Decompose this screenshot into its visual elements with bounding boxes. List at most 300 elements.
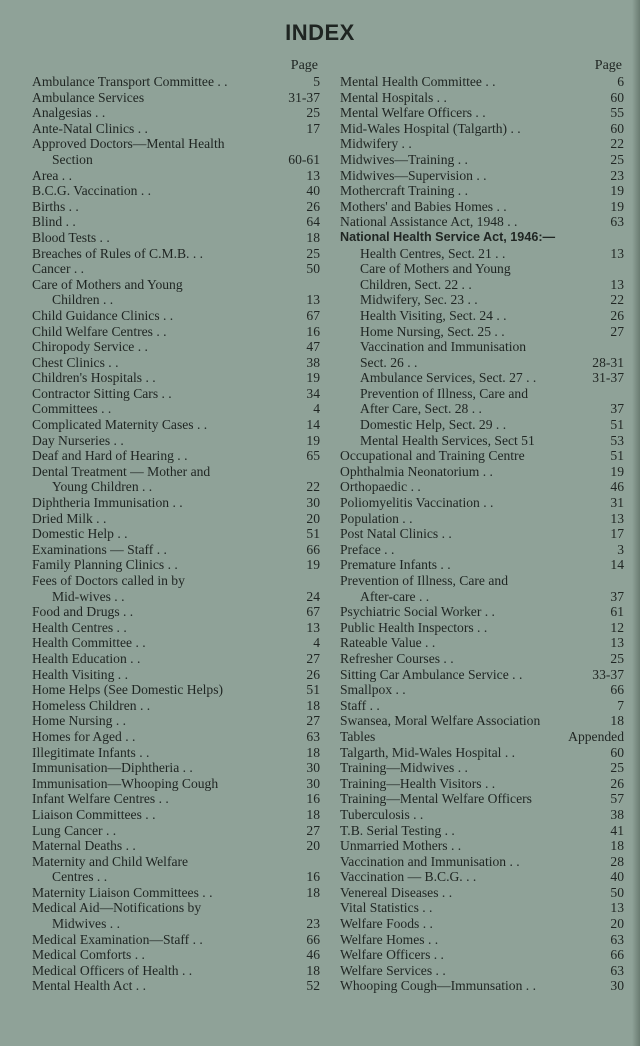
index-entry-text: Welfare Homes . . bbox=[340, 931, 439, 947]
index-entry-page: 61 bbox=[610, 604, 624, 620]
index-entry-text: B.C.G. Vaccination . . bbox=[32, 183, 152, 199]
index-entry-text: Midwives—Training . . bbox=[340, 151, 468, 167]
index-entry-page: 40 bbox=[610, 869, 624, 885]
index-entry bbox=[32, 932, 322, 948]
index-entry bbox=[340, 620, 630, 636]
index-entry-page: 37 bbox=[610, 588, 624, 604]
index-entry bbox=[340, 355, 630, 371]
index-entry-text: Care of Mothers and Young bbox=[360, 261, 511, 277]
index-entry-page: 23 bbox=[306, 916, 320, 932]
index-entry bbox=[340, 978, 630, 994]
index-entry-page: 67 bbox=[306, 604, 320, 620]
index-entry-text: Mothercraft Training . . bbox=[340, 183, 468, 199]
index-entry-page: 18 bbox=[306, 962, 320, 978]
index-entry-text: Chest Clinics . . bbox=[32, 354, 119, 370]
index-entry-text: Dried Milk . . bbox=[32, 510, 107, 526]
index-entry-page: 20 bbox=[610, 916, 624, 932]
index-entry-text: After-care . . bbox=[360, 588, 430, 604]
index-entry-page: 13 bbox=[610, 635, 624, 651]
index-entry-page: 66 bbox=[610, 682, 624, 698]
index-entry-text: Approved Doctors—Mental Health bbox=[32, 136, 225, 152]
index-entry-text: Post Natal Clinics . . bbox=[340, 526, 452, 542]
index-entry bbox=[340, 604, 630, 620]
index-entry-page: 55 bbox=[610, 105, 624, 121]
index-entry-text: Day Nurseries . . bbox=[32, 432, 124, 448]
index-entry-page: 22 bbox=[610, 292, 624, 308]
index-entry-page: 23 bbox=[610, 167, 624, 183]
index-entry-page: 27 bbox=[610, 323, 624, 339]
index-entry-text: Refresher Courses . . bbox=[340, 650, 454, 666]
index-entry-page: 28 bbox=[610, 853, 624, 869]
index-entry-page: 46 bbox=[306, 947, 320, 963]
index-entry-text: Mid-Wales Hospital (Talgarth) . . bbox=[340, 120, 521, 136]
index-entry bbox=[32, 246, 322, 262]
index-entry bbox=[32, 183, 322, 199]
index-entry-page: Appended bbox=[568, 728, 624, 744]
index-entry-page: 66 bbox=[306, 541, 320, 557]
index-entry-text: National Health Service Act, 1946:— bbox=[340, 229, 556, 244]
index-entry-page: 25 bbox=[610, 650, 624, 666]
index-entry bbox=[340, 230, 630, 246]
index-entry bbox=[32, 947, 322, 963]
index-entry bbox=[32, 355, 322, 371]
index-entry-page: 22 bbox=[306, 479, 320, 495]
index-entry-text: Occupational and Training Centre bbox=[340, 448, 525, 464]
index-entry-page: 18 bbox=[306, 229, 320, 245]
index-entry-page: 30 bbox=[306, 775, 320, 791]
index-entry-page: 47 bbox=[306, 339, 320, 355]
index-entry bbox=[32, 277, 322, 293]
index-entry-page: 30 bbox=[306, 495, 320, 511]
index-entry bbox=[340, 401, 630, 417]
index-entry-text: Mothers' and Babies Homes . . bbox=[340, 198, 507, 214]
index-entry-page: 25 bbox=[610, 151, 624, 167]
index-entry-text: Premature Infants . . bbox=[340, 557, 451, 573]
index-entry-page: 3 bbox=[617, 541, 624, 557]
index-entry-text: Mental Health Act . . bbox=[32, 978, 147, 994]
index-entry-text: T.B. Serial Testing . . bbox=[340, 822, 455, 838]
index-entry-page: 27 bbox=[306, 822, 320, 838]
index-entry bbox=[340, 729, 630, 745]
index-entry bbox=[340, 635, 630, 651]
index-entry-text: Dental Treatment — Mother and bbox=[32, 463, 211, 479]
index-entry bbox=[32, 713, 322, 729]
index-entry bbox=[340, 386, 630, 402]
index-entry-page: 14 bbox=[306, 417, 320, 433]
index-entry-text: Contractor Sitting Cars . . bbox=[32, 385, 172, 401]
index-entry bbox=[340, 168, 630, 184]
index-entry bbox=[32, 978, 322, 994]
index-entry-page: 63 bbox=[610, 962, 624, 978]
index-entry bbox=[340, 433, 630, 449]
index-entry bbox=[32, 620, 322, 636]
index-entry bbox=[340, 900, 630, 916]
index-entry-text: Sect. 26 . . bbox=[360, 354, 418, 370]
index-entry bbox=[32, 105, 322, 121]
index-entry bbox=[340, 121, 630, 137]
index-entry-page: 51 bbox=[306, 526, 320, 542]
index-entry-page: 57 bbox=[610, 791, 624, 807]
index-entry bbox=[32, 823, 322, 839]
index-entry-page: 31 bbox=[610, 495, 624, 511]
index-entry-text: Staff . . bbox=[340, 697, 380, 713]
index-entry-page: 26 bbox=[610, 775, 624, 791]
index-entry bbox=[340, 667, 630, 683]
index-entry-page: 18 bbox=[306, 806, 320, 822]
index-entry-page: 27 bbox=[306, 650, 320, 666]
index-entry-text: Ante-Natal Clinics . . bbox=[32, 120, 148, 136]
index-entry-page: 13 bbox=[610, 245, 624, 261]
index-entry-text: Chiropody Service . . bbox=[32, 339, 148, 355]
index-entry-text: Maternity and Child Welfare bbox=[32, 853, 189, 869]
index-entry-page: 16 bbox=[306, 323, 320, 339]
index-entry-text: Mental Welfare Officers . . bbox=[340, 105, 486, 121]
index-entry-text: Venereal Diseases . . bbox=[340, 884, 453, 900]
page-edge-shadow bbox=[632, 0, 640, 1046]
index-entry bbox=[32, 682, 322, 698]
index-entry-text: Blood Tests . . bbox=[32, 229, 110, 245]
index-entry-text: Health Centres . . bbox=[32, 619, 127, 635]
index-entry bbox=[340, 682, 630, 698]
index-entry-text: Mental Health Services, Sect 51 bbox=[360, 432, 535, 448]
index-entry bbox=[32, 698, 322, 714]
index-entry-page: 22 bbox=[610, 136, 624, 152]
index-entry bbox=[32, 417, 322, 433]
index-entry-text: Section bbox=[52, 151, 93, 167]
index-entry-text: Analgesias . . bbox=[32, 105, 106, 121]
index-entry-text: Maternal Deaths . . bbox=[32, 838, 136, 854]
index-entry-text: Rateable Value . . bbox=[340, 635, 436, 651]
index-entry-text: Child Guidance Clinics . . bbox=[32, 307, 174, 323]
index-entry-text: Sitting Car Ambulance Service . . bbox=[340, 666, 523, 682]
index-entry-text: Medical Officers of Health . . bbox=[32, 962, 193, 978]
index-entry-page: 17 bbox=[610, 526, 624, 542]
index-entry-page: 28-31 bbox=[592, 354, 624, 370]
index-entry-text: Midwifery, Sec. 23 . . bbox=[360, 292, 478, 308]
index-entry-page: 33-37 bbox=[592, 666, 624, 682]
index-entry bbox=[340, 963, 630, 979]
index-entry-text: Lung Cancer . . bbox=[32, 822, 117, 838]
index-entry-text: Domestic Help . . bbox=[32, 526, 128, 542]
index-entry-text: Cancer . . bbox=[32, 261, 85, 277]
index-entry bbox=[340, 807, 630, 823]
index-entry-text: Medical Examination—Staff . . bbox=[32, 931, 203, 947]
index-entry bbox=[32, 464, 322, 480]
index-entry-text: Ambulance Transport Committee . . bbox=[32, 74, 228, 89]
index-entry-page: 13 bbox=[610, 276, 624, 292]
index-entry-page: 37 bbox=[610, 401, 624, 417]
left-column bbox=[32, 57, 322, 994]
index-entry-page: 34 bbox=[306, 385, 320, 401]
index-entry-text: Welfare Officers . . bbox=[340, 947, 444, 963]
index-entry-page: 25 bbox=[610, 760, 624, 776]
index-entry-text: Psychiatric Social Worker . . bbox=[340, 604, 495, 620]
index-entry-text: Children, Sect. 22 . . bbox=[360, 276, 472, 292]
index-entry-page: 60 bbox=[610, 120, 624, 136]
index-entry bbox=[32, 838, 322, 854]
index-entry bbox=[32, 230, 322, 246]
index-entry-text: Family Planning Clinics . . bbox=[32, 557, 178, 573]
index-entry-page: 16 bbox=[306, 869, 320, 885]
index-entry-page: 38 bbox=[610, 806, 624, 822]
index-entry bbox=[340, 90, 630, 106]
index-entry-text: Births . . bbox=[32, 198, 79, 214]
index-entry bbox=[32, 900, 322, 916]
index-entry-text: Smallpox . . bbox=[340, 682, 406, 698]
index-entry bbox=[340, 277, 630, 293]
index-entry bbox=[32, 854, 322, 870]
index-entry-page: 19 bbox=[610, 183, 624, 199]
index-entry-page: 67 bbox=[306, 307, 320, 323]
index-entry-page: 24 bbox=[306, 588, 320, 604]
index-entry bbox=[340, 370, 630, 386]
index-entry bbox=[32, 308, 322, 324]
index-entry-text: Home Nursing . . bbox=[32, 713, 127, 729]
index-entry bbox=[340, 838, 630, 854]
index-entry-page: 66 bbox=[610, 947, 624, 963]
right-column bbox=[340, 57, 630, 994]
index-entry-page: 26 bbox=[306, 198, 320, 214]
index-entry-text: Breaches of Rules of C.M.B. . . bbox=[32, 245, 204, 261]
index-entry-text: Vaccination and Immunisation bbox=[360, 339, 527, 355]
index-entry-text: Welfare Foods . . bbox=[340, 916, 433, 932]
index-entry bbox=[340, 745, 630, 761]
index-entry-page: 19 bbox=[306, 557, 320, 573]
index-entry-text: Immunisation—Diphtheria . . bbox=[32, 760, 193, 776]
index-entry-page: 31-37 bbox=[592, 370, 624, 386]
index-entry-page: 51 bbox=[306, 682, 320, 698]
index-entry bbox=[340, 339, 630, 355]
index-entry-page: 64 bbox=[306, 214, 320, 230]
index-entry-text: Home Nursing, Sect. 25 . . bbox=[360, 323, 505, 339]
index-entry bbox=[32, 791, 322, 807]
index-entry bbox=[340, 573, 630, 589]
index-entry-text: Fees of Doctors called in by bbox=[32, 573, 185, 588]
index-entry bbox=[32, 324, 322, 340]
index-entry bbox=[32, 495, 322, 511]
index-entry-page: 16 bbox=[306, 791, 320, 807]
index-entry-text: Health Visiting, Sect. 24 . . bbox=[360, 307, 507, 323]
index-entry-text: Swansea, Moral Welfare Association bbox=[340, 713, 541, 729]
index-entry-text: Mid-wives . . bbox=[52, 588, 125, 604]
index-entry-text: Tables bbox=[340, 728, 376, 744]
index-entry-text: Deaf and Hard of Hearing . . bbox=[32, 448, 188, 464]
index-entry bbox=[32, 214, 322, 230]
index-entry-page: 53 bbox=[610, 432, 624, 448]
index-entry-text: Training—Midwives . . bbox=[340, 760, 468, 776]
index-entry-page: 40 bbox=[306, 183, 320, 199]
index-entry bbox=[32, 526, 322, 542]
index-entry bbox=[32, 448, 322, 464]
index-entry bbox=[340, 932, 630, 948]
index-entry-page: 51 bbox=[610, 417, 624, 433]
index-entry-text: Vital Statistics . . bbox=[340, 900, 433, 916]
index-entry bbox=[32, 74, 322, 90]
index-entry-text: Unmarried Mothers . . bbox=[340, 838, 462, 854]
index-entry bbox=[32, 885, 322, 901]
index-entry bbox=[340, 589, 630, 605]
index-entry bbox=[340, 526, 630, 542]
index-entry-page: 13 bbox=[610, 510, 624, 526]
index-entry-text: Health Visiting . . bbox=[32, 666, 128, 682]
index-entry-page: 30 bbox=[306, 760, 320, 776]
index-entry bbox=[32, 292, 322, 308]
index-entry-text: Home Helps (See Domestic Helps) bbox=[32, 682, 224, 698]
index-entry bbox=[340, 292, 630, 308]
index-entry bbox=[340, 947, 630, 963]
index-entry-text: Ophthalmia Neonatorium . . bbox=[340, 463, 493, 479]
index-entry bbox=[340, 74, 630, 90]
index-entry-page: 50 bbox=[306, 261, 320, 277]
index-entry-page: 60-61 bbox=[288, 151, 320, 167]
index-entry bbox=[32, 729, 322, 745]
index-entry bbox=[340, 152, 630, 168]
index-entry-text: Centres . . bbox=[52, 869, 108, 885]
index-entry bbox=[340, 105, 630, 121]
index-entry bbox=[340, 698, 630, 714]
index-entry-page: 26 bbox=[610, 307, 624, 323]
index-entry-text: Care of Mothers and Young bbox=[32, 276, 183, 292]
index-entry-text: Whooping Cough—Immunsation . . bbox=[340, 978, 536, 994]
index-entry bbox=[32, 916, 322, 932]
index-entry-page: 18 bbox=[306, 884, 320, 900]
index-entry-page: 17 bbox=[306, 120, 320, 136]
index-entry-page: 25 bbox=[306, 105, 320, 121]
index-entry-page: 14 bbox=[610, 557, 624, 573]
index-entry bbox=[340, 823, 630, 839]
index-entry bbox=[32, 121, 322, 137]
index-list bbox=[340, 74, 630, 994]
index-entry-text: Committees . . bbox=[32, 401, 112, 417]
index-entry-page: 19 bbox=[610, 198, 624, 214]
index-entry-text: Homes for Aged . . bbox=[32, 728, 136, 744]
index-entry-text: Health Committee . . bbox=[32, 635, 146, 651]
index-entry-page: 4 bbox=[313, 635, 320, 651]
index-entry-text: Liaison Committees . . bbox=[32, 806, 156, 822]
index-entry-text: Food and Drugs . . bbox=[32, 604, 134, 620]
index-entry-text: Prevention of Illness, Care and bbox=[360, 385, 528, 401]
index-entry-text: Talgarth, Mid-Wales Hospital . . bbox=[340, 744, 516, 760]
index-entry-page: 4 bbox=[313, 401, 320, 417]
index-entry-page: 52 bbox=[306, 978, 320, 994]
index-entry-text: Tuberculosis . . bbox=[340, 806, 424, 822]
index-entry bbox=[32, 963, 322, 979]
index-entry-text: Ambulance Services, Sect. 27 . . bbox=[360, 370, 537, 386]
index-entry bbox=[32, 386, 322, 402]
index-entry-text: After Care, Sect. 28 . . bbox=[360, 401, 482, 417]
index-entry bbox=[32, 651, 322, 667]
index-entry-text: Training—Mental Welfare Officers bbox=[340, 791, 532, 807]
page-column-header: Page bbox=[594, 58, 622, 73]
index-entry-text: Immunisation—Whooping Cough bbox=[32, 775, 219, 791]
index-entry bbox=[32, 401, 322, 417]
index-entry bbox=[32, 511, 322, 527]
index-entry bbox=[32, 604, 322, 620]
index-entry-text: Ambulance Services bbox=[32, 89, 145, 105]
index-entry-page: 18 bbox=[610, 713, 624, 729]
index-entry-text: Mental Hospitals . . bbox=[340, 89, 447, 105]
index-entry-page: 19 bbox=[306, 432, 320, 448]
index-entry bbox=[32, 573, 322, 589]
index-entry-page: 50 bbox=[610, 884, 624, 900]
index-entry bbox=[340, 854, 630, 870]
index-entry-text: Medical Comforts . . bbox=[32, 947, 145, 963]
index-entry-text: Midwives—Supervision . . bbox=[340, 167, 487, 183]
index-entry bbox=[32, 136, 322, 152]
index-entry-page: 60 bbox=[610, 744, 624, 760]
index-entry bbox=[340, 869, 630, 885]
index-entry-page: 7 bbox=[617, 697, 624, 713]
index-entry-page: 30 bbox=[610, 978, 624, 994]
index-entry bbox=[340, 511, 630, 527]
index-entry bbox=[32, 479, 322, 495]
index-entry-page: 19 bbox=[306, 370, 320, 386]
index-entry-page: 38 bbox=[306, 354, 320, 370]
index-entry bbox=[340, 214, 630, 230]
index-entry bbox=[340, 261, 630, 277]
index-entry bbox=[340, 791, 630, 807]
index-entry bbox=[32, 635, 322, 651]
index-entry bbox=[340, 713, 630, 729]
index-entry-text: Young Children . . bbox=[52, 479, 153, 495]
index-entry-text: Medical Aid—Notifications by bbox=[32, 900, 202, 916]
index-entry bbox=[32, 807, 322, 823]
index-entry-text: Mental Health Committee . . bbox=[340, 74, 496, 89]
index-entry-page: 41 bbox=[610, 822, 624, 838]
index-entry-text: National Assistance Act, 1948 . . bbox=[340, 214, 518, 230]
index-entry-text: Illegitimate Infants . . bbox=[32, 744, 150, 760]
index-entry bbox=[32, 90, 322, 106]
index-entry-text: Area . . bbox=[32, 167, 73, 183]
index-entry-page: 26 bbox=[306, 666, 320, 682]
index-entry-page: 18 bbox=[306, 744, 320, 760]
index-entry-text: Health Centres, Sect. 21 . . bbox=[360, 245, 506, 261]
index-entry-text: Training—Health Visitors . . bbox=[340, 775, 496, 791]
index-entry-text: Poliomyelitis Vaccination . . bbox=[340, 495, 494, 511]
index-entry bbox=[340, 199, 630, 215]
index-entry-page: 20 bbox=[306, 510, 320, 526]
index-entry-text: Welfare Services . . bbox=[340, 962, 446, 978]
index-entry bbox=[32, 589, 322, 605]
index-entry bbox=[340, 479, 630, 495]
index-entry-text: Infant Welfare Centres . . bbox=[32, 791, 169, 807]
index-entry-text: Midwives . . bbox=[52, 916, 120, 932]
index-entry-page: 13 bbox=[306, 619, 320, 635]
index-entry-page: 20 bbox=[306, 838, 320, 854]
index-entry-text: Population . . bbox=[340, 510, 413, 526]
index-entry bbox=[340, 651, 630, 667]
index-entry-text: Children's Hospitals . . bbox=[32, 370, 156, 386]
index-entry-page: 51 bbox=[610, 448, 624, 464]
index-entry bbox=[340, 246, 630, 262]
index-entry-text: Public Health Inspectors . . bbox=[340, 619, 488, 635]
index-entry-text: Child Welfare Centres . . bbox=[32, 323, 167, 339]
index-entry-text: Complicated Maternity Cases . . bbox=[32, 417, 208, 433]
page-column-header: Page bbox=[290, 58, 318, 73]
index-entry bbox=[340, 542, 630, 558]
index-entry bbox=[32, 370, 322, 386]
index-entry-page: 13 bbox=[610, 900, 624, 916]
index-entry bbox=[340, 776, 630, 792]
index-entry-page: 27 bbox=[306, 713, 320, 729]
index-entry bbox=[32, 776, 322, 792]
index-entry bbox=[32, 199, 322, 215]
index-entry-text: Midwifery . . bbox=[340, 136, 412, 152]
index-entry-page: 13 bbox=[306, 167, 320, 183]
index-entry-page: 12 bbox=[610, 619, 624, 635]
index-entry bbox=[340, 308, 630, 324]
index-list bbox=[32, 74, 322, 994]
